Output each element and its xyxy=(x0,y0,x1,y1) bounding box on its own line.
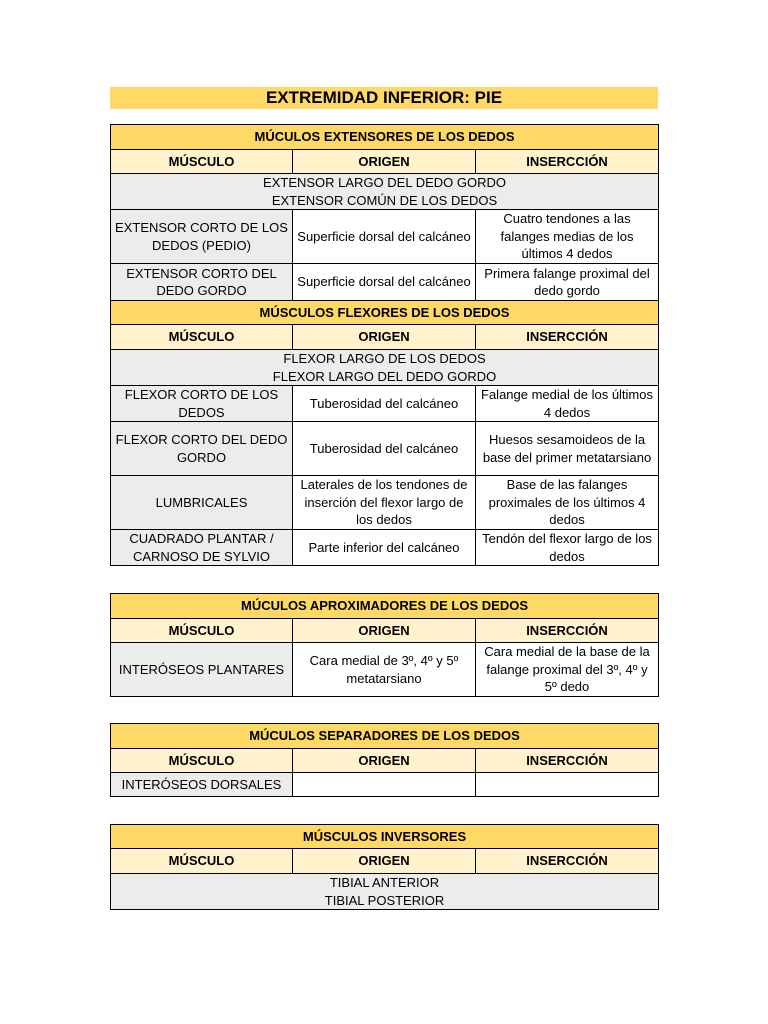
column-header-insertion: INSERCCIÓN xyxy=(476,849,659,874)
column-header-muscle: MÚSCULO xyxy=(111,150,293,174)
insertion-cell: Cuatro tendones a las falanges medias de los últimos 4 dedos xyxy=(476,210,659,264)
section-header: MÚSCULOS FLEXORES DE LOS DEDOS xyxy=(111,301,659,325)
insertion-cell xyxy=(476,773,659,797)
muscle-cell: FLEXOR CORTO DE LOS DEDOS xyxy=(111,386,293,422)
insertion-cell: Huesos sesamoideos de la base del primer metatarsiano xyxy=(476,422,659,476)
column-header-muscle: MÚSCULO xyxy=(111,749,293,773)
merged-muscle-line: FLEXOR LARGO DE LOS DEDOS xyxy=(283,351,486,366)
flexors-table xyxy=(110,300,659,566)
merged-muscle-line: TIBIAL ANTERIOR xyxy=(329,875,440,890)
insertion-cell: Tendón del flexor largo de los dedos xyxy=(476,530,659,566)
page-title: EXTREMIDAD INFERIOR: PIE xyxy=(110,87,658,109)
merged-muscle-line: FLEXOR LARGO DEL DEDO GORDO xyxy=(272,368,497,384)
abductors-table xyxy=(110,723,659,797)
origin-cell: Superficie dorsal del calcáneo xyxy=(293,210,476,264)
column-header-insertion: INSERCCIÓN xyxy=(476,150,659,174)
origin-cell: Tuberosidad del calcáneo xyxy=(293,386,476,422)
section-header: MÚCULOS SEPARADORES DE LOS DEDOS xyxy=(111,724,659,749)
column-header-muscle: MÚSCULO xyxy=(111,325,293,350)
insertion-cell: Cara medial de la base de la falange proximal del 3º, 4º y 5º dedo xyxy=(476,643,659,697)
origin-cell: Parte inferior del calcáneo xyxy=(293,530,476,566)
section-header: MÚCULOS EXTENSORES DE LOS DEDOS xyxy=(111,125,659,150)
muscle-cell: INTERÓSEOS PLANTARES xyxy=(111,643,293,697)
column-header-origin: ORIGEN xyxy=(293,325,476,350)
origin-cell: Tuberosidad del calcáneo xyxy=(293,422,476,476)
merged-muscle-cell xyxy=(111,350,659,386)
column-header-origin: ORIGEN xyxy=(293,849,476,874)
muscle-cell: CUADRADO PLANTAR / CARNOSO DE SYLVIO xyxy=(111,530,293,566)
column-header-origin: ORIGEN xyxy=(293,619,476,643)
muscle-cell: EXTENSOR CORTO DEL DEDO GORDO xyxy=(111,264,293,301)
origin-cell: Laterales de los tendones de inserción del flexor largo de los dedos xyxy=(293,476,476,530)
merged-muscle-line: EXTENSOR LARGO DEL DEDO GORDO xyxy=(263,175,506,190)
extensors-table xyxy=(110,124,659,301)
section-header: MÚSCULOS INVERSORES xyxy=(111,825,659,849)
column-header-insertion: INSERCCIÓN xyxy=(476,325,659,350)
section-header: MÚCULOS APROXIMADORES DE LOS DEDOS xyxy=(111,594,659,619)
invertors-table xyxy=(110,824,659,910)
insertion-cell: Primera falange proximal del dedo gordo xyxy=(476,264,659,301)
muscle-cell: INTERÓSEOS DORSALES xyxy=(111,773,293,797)
muscle-cell: FLEXOR CORTO DEL DEDO GORDO xyxy=(111,422,293,476)
muscle-cell: EXTENSOR CORTO DE LOS DEDOS (PEDIO) xyxy=(111,210,293,264)
origin-cell: Cara medial de 3º, 4º y 5º metatarsiano xyxy=(293,643,476,697)
merged-muscle-line: TIBIAL POSTERIOR xyxy=(324,892,445,908)
origin-cell xyxy=(293,773,476,797)
column-header-insertion: INSERCCIÓN xyxy=(476,749,659,773)
column-header-muscle: MÚSCULO xyxy=(111,619,293,643)
merged-muscle-cell xyxy=(111,874,659,910)
column-header-insertion: INSERCCIÓN xyxy=(476,619,659,643)
column-header-origin: ORIGEN xyxy=(293,749,476,773)
insertion-cell: Falange medial de los últimos 4 dedos xyxy=(476,386,659,422)
insertion-cell: Base de las falanges proximales de los últimos 4 dedos xyxy=(476,476,659,530)
merged-muscle-cell xyxy=(111,174,659,210)
origin-cell: Superficie dorsal del calcáneo xyxy=(293,264,476,301)
merged-muscle-line: EXTENSOR COMÚN DE LOS DEDOS xyxy=(271,192,498,208)
column-header-muscle: MÚSCULO xyxy=(111,849,293,874)
adductors-table xyxy=(110,593,659,697)
muscle-cell: LUMBRICALES xyxy=(111,476,293,530)
column-header-origin: ORIGEN xyxy=(293,150,476,174)
